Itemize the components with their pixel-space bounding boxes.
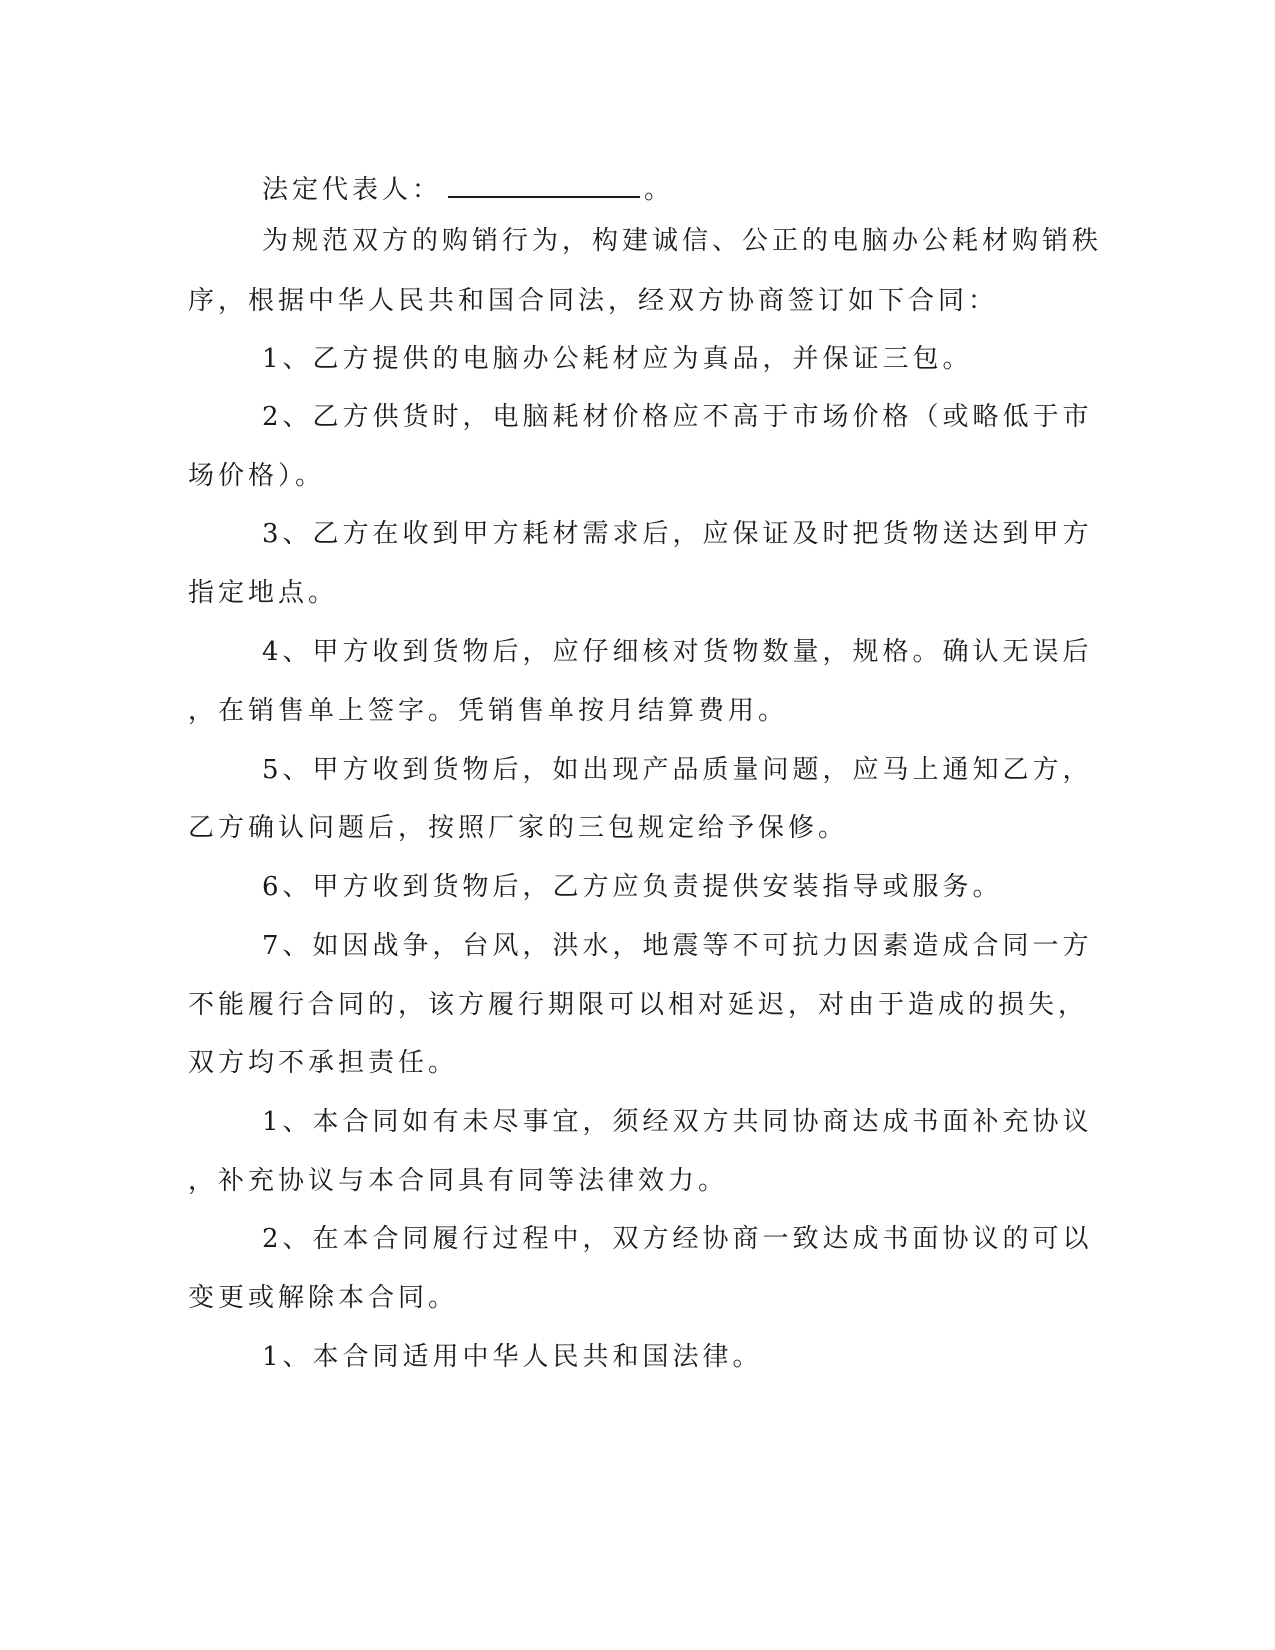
clause-line: 双方均不承担责任。 [188,1048,459,1078]
clause-line: 3、乙方在收到甲方耗材需求后，应保证及时把货物送达到甲方 [262,519,1093,549]
clause-line: 1、本合同如有未尽事宜，须经双方共同协商达成书面补充协议 [262,1107,1093,1137]
clause-line: 2、在本合同履行过程中，双方经协商一致达成书面协议的可以 [262,1224,1093,1254]
legal-representative-suffix: 。 [644,175,675,205]
paragraph-line: 为规范双方的购销行为，构建诚信、公正的电脑办公耗材购销秩 [262,226,1103,256]
clause-line: 乙方确认问题后，按照厂家的三包规定给予保修。 [188,813,849,843]
clause-line: 6、甲方收到货物后，乙方应负责提供安装指导或服务。 [262,872,1003,902]
legal-representative-line [262,172,674,205]
clause-line: 4、甲方收到货物后，应仔细核对货物数量，规格。确认无误后 [262,637,1093,667]
clause-line: 1、乙方提供的电脑办公耗材应为真品，并保证三包。 [262,344,973,374]
clause-line: 指定地点。 [188,578,339,608]
clause-line: 变更或解除本合同。 [188,1283,459,1313]
clause-line: ，补充协议与本合同具有同等法律效力。 [188,1166,729,1196]
clause-line: 1、本合同适用中华人民共和国法律。 [262,1342,763,1372]
legal-representative-label: 法定代表人： [262,175,443,205]
clause-line: 2、乙方供货时，电脑耗材价格应不高于市场价格（或略低于市 [262,402,1093,432]
clause-line: 场价格）。 [188,461,326,491]
clause-line: 不能履行合同的，该方履行期限可以相对延迟，对由于造成的损失， [188,990,1089,1020]
signature-blank [448,172,640,198]
clause-line: 5、甲方收到货物后，如出现产品质量问题，应马上通知乙方， [262,755,1093,785]
paragraph-line: 序，根据中华人民共和国合同法，经双方协商签订如下合同： [188,286,999,316]
clause-line: 7、如因战争，台风，洪水，地震等不可抗力因素造成合同一方 [262,931,1093,961]
clause-line: ，在销售单上签字。凭销售单按月结算费用。 [188,696,789,726]
